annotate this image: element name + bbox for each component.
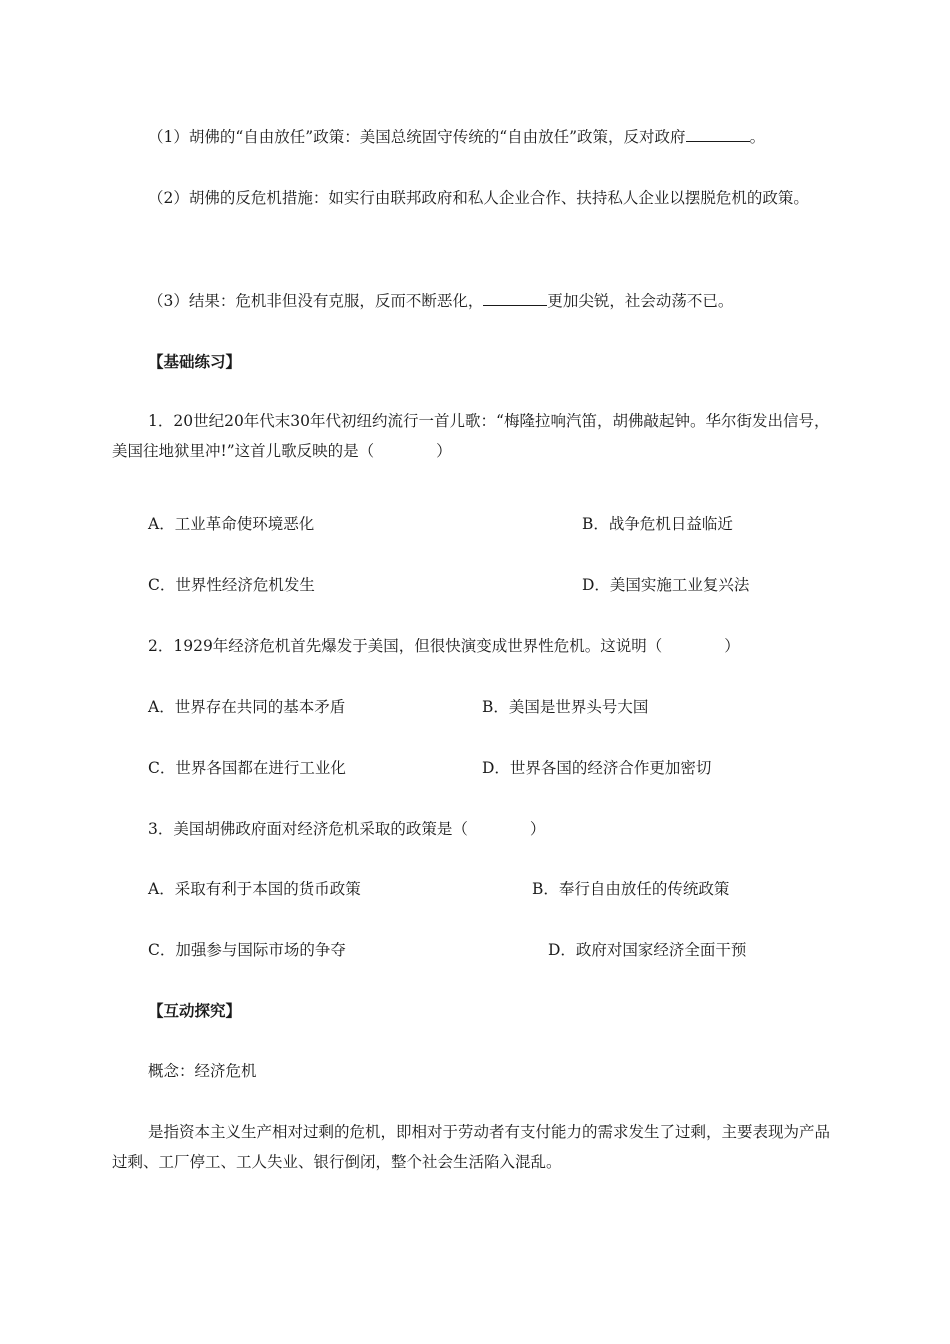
question-2-option-a: A．世界存在共同的基本矛盾: [148, 698, 346, 716]
item-1: [148, 126, 765, 148]
question-3-option-b: B．奉行自由放任的传统政策: [532, 880, 730, 898]
item-3-text: （3）结果：危机非但没有克服，反而不断恶化，: [148, 292, 484, 310]
question-1-option-b: B．战争危机日益临近: [582, 515, 733, 533]
question-3-option-c: C．加强参与国际市场的争夺: [148, 941, 346, 959]
question-3-option-a: A．采取有利于本国的货币政策: [148, 880, 361, 898]
question-1-option-a: A．工业革命使环境恶化: [148, 515, 315, 533]
item-3: [148, 290, 733, 312]
question-1-option-c: C．世界性经济危机发生: [148, 576, 315, 594]
question-3-option-d: D．政府对国家经济全面干预: [548, 941, 747, 959]
item-1-text: （1）胡佛的“自由放任”政策：美国总统固守传统的“自由放任”政策，反对政府: [148, 128, 686, 146]
question-2-option-b: B．美国是世界头号大国: [482, 698, 649, 716]
explore-heading: 【互动探究】: [148, 1002, 242, 1020]
fill-blank: [483, 291, 547, 306]
question-2-option-d: D．世界各国的经济合作更加密切: [482, 759, 712, 777]
question-1-stem: 1．20世纪20年代末30年代初纽约流行一首儿歌：“梅隆拉响汽笛，胡佛敲起钟。华尔街发出信号，美国往地狱里冲!”这首儿歌反映的是（ ）: [112, 412, 830, 460]
question-1-option-d: D．美国实施工业复兴法: [582, 576, 750, 594]
item-1-end: 。: [749, 128, 766, 146]
question-3-stem: 3．美国胡佛政府面对经济危机采取的政策是（ ）: [148, 820, 546, 838]
question-2-stem: 2．1929年经济危机首先爆发于美国，但很快演变成世界性危机。这说明（ ）: [148, 637, 740, 655]
fill-blank: [686, 127, 750, 142]
concept-label: 概念：经济危机: [148, 1062, 257, 1080]
practice-heading: 【基础练习】: [148, 353, 242, 371]
question-2-option-c: C．世界各国都在进行工业化: [148, 759, 346, 777]
concept-definition: 是指资本主义生产相对过剩的危机，即相对于劳动者有支付能力的需求发生了过剩，主要表现为产品过剩、工厂停工、工人失业、银行倒闭，整个社会生活陷入混乱。: [112, 1123, 831, 1171]
item-2: [148, 183, 838, 213]
item-2-text: （2）胡佛的反危机措施：如实行由联邦政府和私人企业合作、扶持私人企业以摆脱危机的政策。: [148, 189, 809, 207]
item-3-end: 更加尖锐，社会动荡不已。: [547, 292, 734, 310]
